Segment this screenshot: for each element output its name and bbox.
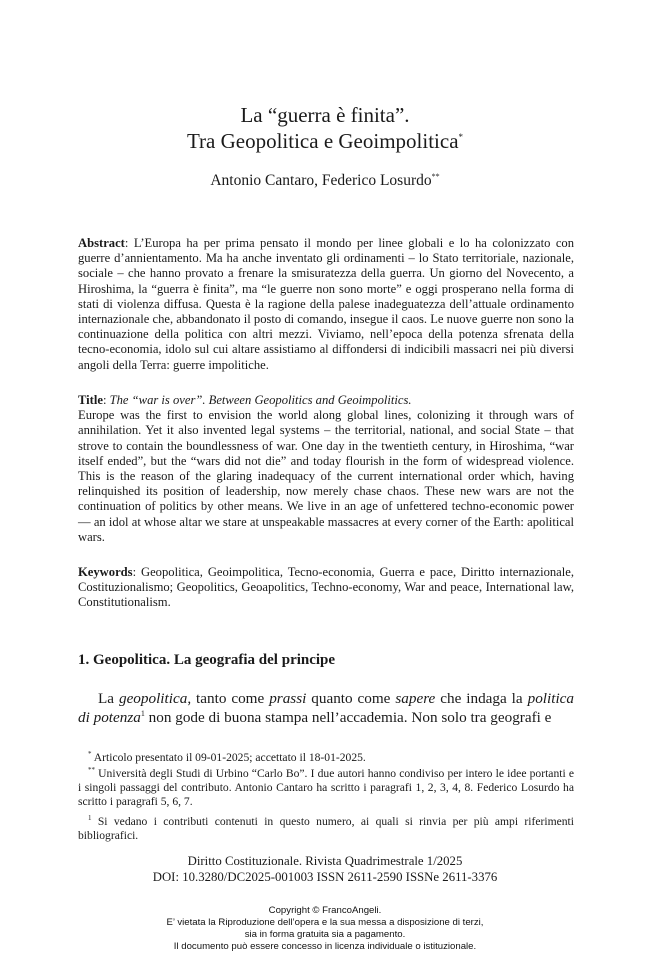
english-abstract: Title: The “war is over”. Between Geopolitics and Geoimpolitics. Europe was the first to envision the world along global lines, colonizing it through wars of annihilation. Yet it also invented legal systems – the territorial, national, and social State – that strove to contain the boundlessness of war. One day in the twentieth century, in Hiroshima, “war itself ended”, but the “wars did not die” and today flourish in the form of widespread violence. This is the reason of the glaring inadequacy of the current international order which, having relinquished its position of leadership, now merely chase chaos. These new wars are not the continuation of politics by other means. We live in an age of unfettered techno-economic power — an idol at whose altar we stare at unspeakable massacres at every corner of the Earth: apolitical wars.: [78, 393, 574, 544]
english-title-label: Title: [78, 393, 103, 407]
body-italic: prassi: [269, 690, 307, 707]
body-text: , tanto come: [187, 690, 270, 707]
abstract-text: L’Europa ha per prima pensato il mondo per linee globali e lo ha colonizzato con guerre d’annientamento. Ma ha anche inventato gli ordinamenti – lo Stato territoriale, nazionale, sociale – che hanno provato a frenare la smisuratezza della guerra. Un giorno del Novecento, a Hiroshima, la “guerra è finita”, ma “le guerre non sono morte” e oggi prosperano nella forma di stati di violenza diffusa. Questa è la ragione della palese inadeguatezza dell’attuale ordinamento internazionale che, abbandonato il posto di comando, insegue il caos. Le nuove guerre non sono la continuazione della politica con altri mezzi. Viviamo, nell’epoca della potenza sfrenata della tecno-economia, idolo sul cui altare assistiamo al diffondersi di indicibili massacri nei più diversi angoli della Terra: guerre impolitiche.: [78, 236, 574, 372]
keywords-text: Geopolitica, Geoimpolitica, Tecno-economia, Guerra e pace, Diritto internazionale, Costituzionalismo; Geopolitics, Geoapolitics, Techno-economy, War and peace, International law, Constitutionalism.: [78, 565, 574, 610]
body-italic: sapere: [395, 690, 436, 707]
footnote-2-text: Università degli Studi di Urbino “Carlo Bo”. I due autori hanno condiviso per intero le idee portanti e i singoli passaggi del contributo. Antonio Cantaro ha scritto i paragrafi 1, 2, 3, 4, 8. Federico Losurdo ha scritto i paragrafi 5, 6, 7.: [78, 767, 574, 809]
copyright-line-1: Copyright © FrancoAngeli.: [268, 905, 382, 916]
section-heading: 1. Geopolitica. La geografia del principe: [78, 652, 336, 668]
authors-names: Antonio Cantaro, Federico Losurdo: [210, 172, 432, 189]
body-text: La: [98, 690, 119, 707]
body-text: quanto come: [306, 690, 396, 707]
keywords: Keywords: Geopolitica, Geoimpolitica, Tecno-economia, Guerra e pace, Diritto internazionale, Costituzionalismo; Geopolitics, Geoapolitics, Techno-economy, War and peace, International law, Constitutionalism.: [78, 565, 574, 610]
footnote-2-mark: **: [88, 766, 95, 775]
english-title: The “war is over”. Between Geopolitics and Geoimpolitics.: [109, 393, 412, 407]
authors-footnote-mark: **: [431, 171, 440, 181]
body-italic: politica di potenza: [78, 690, 574, 726]
title-line-2-text: Tra Geopolitica e Geoimpolitica: [186, 129, 459, 153]
footnote-3-text: Si vedano i contributi contenuti in questo numero, ai quali si rinvia per più ampi riferimenti bibliografici.: [78, 815, 574, 843]
journal-info: [0, 853, 650, 885]
copyright-line-4: Il documento può essere concesso in licenza individuale o istituzionale.: [173, 941, 477, 952]
english-abstract-text: Europe was the first to envision the world along global lines, colonizing it through wars of annihilation. Yet it also invented legal systems – the territorial, national, and social State – that strove to contain the boundlessness of war. One day in the twentieth century, in Hiroshima, “war itself ended”, but the “wars did not die” and today flourish in the form of widespread violence. This is the reason of the glaring inadequacy of the current international order which, having relinquished its position of leadership, now merely chase chaos. These new wars are not the continuation of politics by other means. We live in an age of unfettered techno-economic power — an idol at whose altar we stare at unspeakable massacres at every corner of the Earth: apolitical wars.: [78, 408, 574, 544]
title-footnote-mark: *: [458, 132, 464, 142]
body-paragraph: [78, 689, 574, 727]
body-text: che indaga la: [435, 690, 528, 707]
journal-doi: DOI: 10.3280/DC2025-001003 ISSN 2611-2590 ISSNe 2611-3376: [152, 870, 498, 884]
body-text: non gode di buona stampa nell’accademia. Non solo tra geografi e: [144, 709, 552, 726]
journal-name: Diritto Costituzionale. Rivista Quadrimestrale 1/2025: [187, 854, 463, 868]
footnote-1: [78, 751, 574, 765]
copyright-line-2: E’ vietata la Riproduzione dell’opera e la sua messa a disposizione di terzi,: [166, 917, 484, 928]
footnote-2: [78, 767, 574, 810]
footnote-3-mark: 1: [88, 814, 92, 823]
title-line-1: La “guerra è finita”.: [240, 103, 410, 127]
title-line-2: [0, 128, 650, 154]
footnote-1-text: Articolo presentato il 09-01-2025; accettato il 18-01-2025.: [93, 751, 366, 764]
footnote-ref[interactable]: 1: [140, 708, 145, 718]
body-italic: geopolitica: [118, 690, 188, 707]
article-title: [0, 102, 650, 154]
footnote-1-mark: *: [88, 750, 92, 759]
abstract: Abstract: L’Europa ha per prima pensato il mondo per linee globali e lo ha colonizzato con guerre d’annientamento. Ma ha anche inventato gli ordinamenti – lo Stato territoriale, nazionale, sociale – che hanno provato a frenare la smisuratezza della guerra. Un giorno del Novecento, a Hiroshima, la “guerra è finita”, ma “le guerre non sono morte” e oggi prosperano nella forma di stati di violenza diffusa. Questa è la ragione della palese inadeguatezza dell’attuale ordinamento internazionale che, abbandonato il posto di comando, insegue il caos. Le nuove guerre non sono la continuazione della politica con altri mezzi. Viviamo, nell’epoca della potenza sfrenata della tecno-economia, idolo sul cui altare assistiamo al diffondersi di indicibili massacri nei più diversi angoli della Terra: guerre impolitiche.: [78, 236, 574, 372]
body-first-paragraph: [78, 689, 574, 727]
copyright-notice: [0, 905, 650, 953]
keywords-label: Keywords: [78, 565, 133, 579]
copyright-line-3: sia in forma gratuita sia a pagamento.: [244, 929, 406, 940]
footnote-3: [78, 815, 574, 843]
abstract-label: Abstract: [78, 236, 125, 250]
authors: [0, 172, 650, 190]
